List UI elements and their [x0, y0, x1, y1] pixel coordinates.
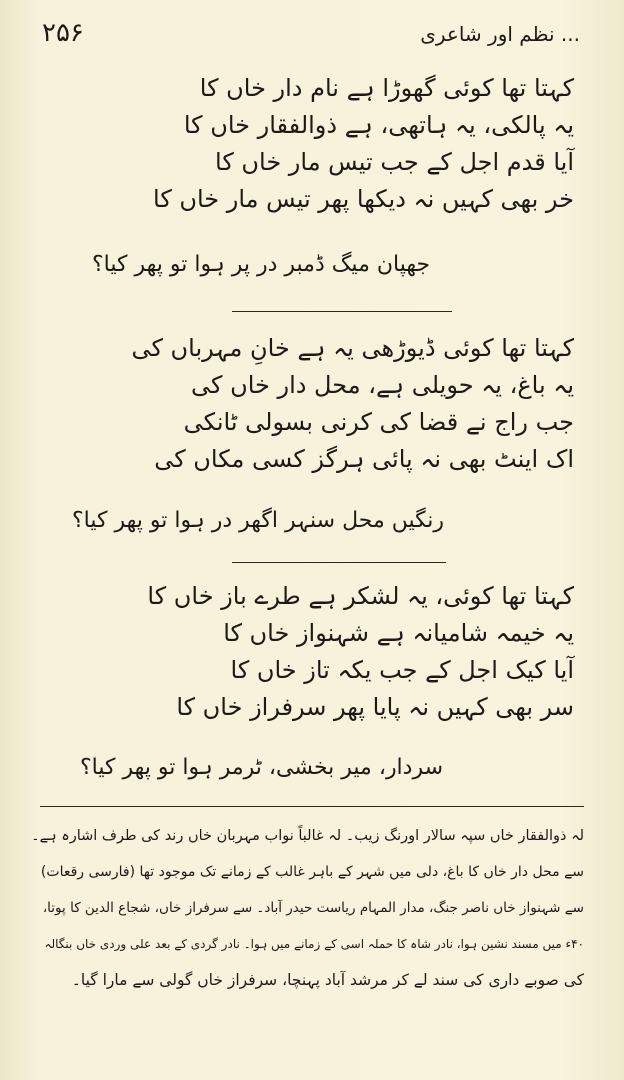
- page-number: ۲۵۶: [42, 18, 84, 48]
- verse-line: یہ پالکی، یہ ہاتھی، ہے ذوالفقار خاں کا: [183, 111, 574, 139]
- verse-line: کہتا تھا کوئی، یہ لشکر ہے طرے باز خاں کا: [147, 582, 574, 610]
- verse-line: سر بھی کہیں نہ پایا پھر سرفراز خاں کا: [176, 693, 574, 721]
- footnote-line: سے محل دار خاں کا باغ، دلی میں شہر کے باہر غالب کے زمانے تک موجود تھا (فارسی رقعات): [40, 864, 584, 880]
- verse-line: کہتا تھا کوئی گھوڑا ہے نام دار خاں کا: [199, 74, 574, 102]
- refrain-3: سردار، میر بخشی، ٹرمر ہوا تو پھر کیا؟: [80, 755, 444, 780]
- footnote-line: لہ ذوالفقار خاں سپہ سالار اورنگ زیب۔ لہ غالباً نواب مہربان خاں رند کی طرف اشارہ ہے۔: [31, 828, 584, 844]
- stanza-3: [147, 578, 574, 726]
- refrain-1: جھپان میگ ڈمبر در پر ہوا تو پھر کیا؟: [92, 252, 431, 277]
- verse-line: اک اینٹ بھی نہ پائی ہرگز کسی مکاں کی: [154, 445, 574, 473]
- verse-line: آیا قدم اجل کے جب تیس مار خاں کا: [215, 148, 574, 176]
- refrain-2: رنگیں محل سنہر اگھر در ہوا تو پھر کیا؟: [72, 508, 445, 533]
- verse-line: آیا کیک اجل کے جب یکہ تاز خاں کا: [230, 656, 574, 684]
- footnote-line: سے شہنواز خاں ناصر جنگ، مدار المہام ریاست حیدر آباد۔ سے سرفراز خاں، شجاع الدین کا پوتا،: [42, 900, 584, 916]
- verse-line: جب راج نے قضا کی کرنی بسولی ٹانکی: [183, 408, 574, 436]
- verse-line: یہ باغ، یہ حویلی ہے، محل دار خاں کی: [191, 371, 574, 399]
- verse-line: کہتا تھا کوئی ڈیوڑھی یہ ہے خانِ مہرباں کی: [131, 334, 574, 362]
- footnotes: [24, 818, 584, 998]
- verse-line: یہ خیمہ شامیانہ ہے شہنواز خاں کا: [223, 619, 574, 647]
- stanza-2: [132, 330, 575, 478]
- footnote-line: ۴۰ء میں مسند نشین ہوا، نادر شاہ کا حملہ اسی کے زمانے میں ہوا۔ نادر گردی کے بعد علی وردی خاں بنگالہ: [44, 937, 584, 951]
- stanza-divider: [232, 562, 446, 563]
- stanza-divider: [232, 311, 452, 312]
- footnote-divider: [40, 806, 584, 807]
- running-title: ... نظم اور شاعری: [420, 22, 580, 46]
- stanza-1: [153, 70, 574, 218]
- footnote-line: کی صوبے داری کی سند لے کر مرشد آباد پہنچا، سرفراز خاں گولی سے مارا گیا۔: [71, 971, 584, 989]
- verse-line: خر بھی کہیں نہ دیکھا پھر تیس مار خاں کا: [153, 185, 574, 213]
